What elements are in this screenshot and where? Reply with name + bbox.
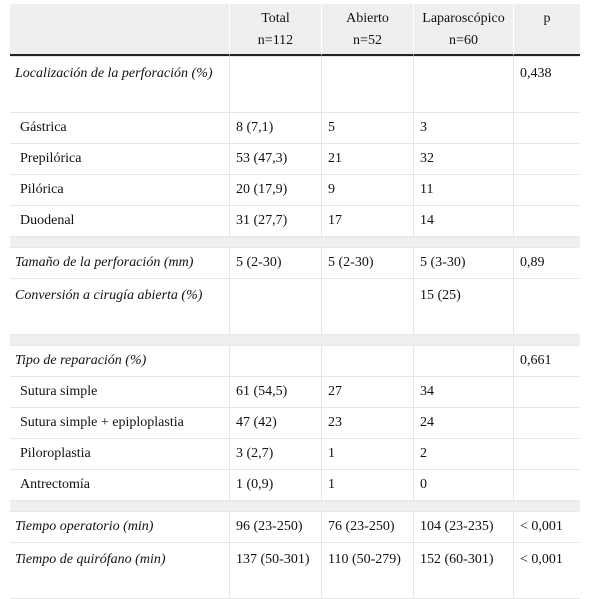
- section-spacer: [10, 500, 580, 511]
- row-label: Duodenal: [10, 205, 229, 236]
- cell-total: 20 (17,9): [229, 174, 321, 205]
- table-row: [10, 143, 580, 174]
- table-body: [10, 56, 580, 599]
- cell-laparoscopico: 104 (23-235): [413, 511, 513, 542]
- table-row: [10, 174, 580, 205]
- table-row: [10, 278, 580, 334]
- table-row: [10, 247, 580, 278]
- cell-abierto: 1: [321, 438, 413, 469]
- header-lap-label: Laparoscópico: [422, 11, 505, 26]
- cell-laparoscopico: 3: [413, 112, 513, 143]
- cell-p: [513, 112, 580, 143]
- cell-laparoscopico: [413, 345, 513, 376]
- row-label: Piloroplastia: [10, 438, 229, 469]
- cell-total: 96 (23-250): [229, 511, 321, 542]
- cell-laparoscopico: 152 (60-301): [413, 542, 513, 599]
- cell-p: [513, 407, 580, 438]
- cell-abierto: 76 (23-250): [321, 511, 413, 542]
- cell-total: [229, 278, 321, 334]
- cell-laparoscopico: 2: [413, 438, 513, 469]
- table-row: [10, 205, 580, 236]
- cell-p: < 0,001: [513, 542, 580, 599]
- header-row: [10, 4, 580, 56]
- header-abierto: [321, 4, 413, 56]
- cell-laparoscopico: 14: [413, 205, 513, 236]
- cell-abierto: 5 (2-30): [321, 247, 413, 278]
- row-label: Pilórica: [10, 174, 229, 205]
- results-table: [10, 4, 580, 599]
- row-label: Conversión a cirugía abierta (%): [10, 278, 229, 334]
- row-label: Antrectomía: [10, 469, 229, 500]
- row-label: Tamaño de la perforación (mm): [10, 247, 229, 278]
- table-row: [10, 407, 580, 438]
- cell-p: 0,89: [513, 247, 580, 278]
- cell-total: 61 (54,5): [229, 376, 321, 407]
- cell-total: [229, 56, 321, 112]
- cell-laparoscopico: 0: [413, 469, 513, 500]
- table-row: [10, 469, 580, 500]
- cell-total: 47 (42): [229, 407, 321, 438]
- cell-abierto: 23: [321, 407, 413, 438]
- cell-laparoscopico: [413, 56, 513, 112]
- cell-laparoscopico: 15 (25): [413, 278, 513, 334]
- cell-total: 3 (2,7): [229, 438, 321, 469]
- cell-abierto: 110 (50-279): [321, 542, 413, 599]
- header-abierto-label: Abierto: [346, 11, 389, 26]
- row-label: Gástrica: [10, 112, 229, 143]
- cell-total: [229, 345, 321, 376]
- table-row: [10, 56, 580, 112]
- header-laparoscopico: [413, 4, 513, 56]
- row-label: Localización de la perforación (%): [10, 56, 229, 112]
- cell-total: 8 (7,1): [229, 112, 321, 143]
- cell-p: [513, 438, 580, 469]
- section-spacer: [10, 236, 580, 247]
- cell-laparoscopico: 11: [413, 174, 513, 205]
- cell-abierto: [321, 56, 413, 112]
- cell-abierto: 21: [321, 143, 413, 174]
- cell-abierto: 5: [321, 112, 413, 143]
- cell-p: [513, 205, 580, 236]
- section-spacer: [10, 334, 580, 345]
- header-p: [513, 4, 580, 56]
- cell-abierto: [321, 345, 413, 376]
- cell-p: [513, 143, 580, 174]
- cell-abierto: 17: [321, 205, 413, 236]
- cell-laparoscopico: 32: [413, 143, 513, 174]
- row-label: Prepilórica: [10, 143, 229, 174]
- cell-total: 31 (27,7): [229, 205, 321, 236]
- cell-laparoscopico: 24: [413, 407, 513, 438]
- cell-p: < 0,001: [513, 511, 580, 542]
- table-row: [10, 438, 580, 469]
- cell-p: [513, 376, 580, 407]
- row-label: Sutura simple + epiploplastia: [10, 407, 229, 438]
- row-label: Tiempo de quirófano (min): [10, 542, 229, 599]
- header-lap-n: n=60: [449, 33, 478, 48]
- table-row: [10, 542, 580, 599]
- cell-laparoscopico: 34: [413, 376, 513, 407]
- cell-total: 5 (2-30): [229, 247, 321, 278]
- cell-abierto: 1: [321, 469, 413, 500]
- cell-p: [513, 278, 580, 334]
- cell-abierto: 27: [321, 376, 413, 407]
- cell-abierto: 9: [321, 174, 413, 205]
- header-total-n: n=112: [257, 33, 294, 48]
- row-label: Sutura simple: [10, 376, 229, 407]
- row-label: Tiempo operatorio (min): [10, 511, 229, 542]
- cell-p: 0,661: [513, 345, 580, 376]
- cell-total: 53 (47,3): [229, 143, 321, 174]
- table-row: [10, 345, 580, 376]
- cell-p: [513, 469, 580, 500]
- header-empty: [10, 4, 229, 56]
- cell-abierto: [321, 278, 413, 334]
- cell-total: 1 (0,9): [229, 469, 321, 500]
- cell-total: 137 (50-301): [229, 542, 321, 599]
- table-header: [10, 4, 580, 56]
- table-row: [10, 376, 580, 407]
- cell-laparoscopico: 5 (3-30): [413, 247, 513, 278]
- cell-p: [513, 174, 580, 205]
- header-total-label: Total: [261, 11, 290, 26]
- table-row: [10, 511, 580, 542]
- header-abierto-n: n=52: [353, 33, 382, 48]
- header-total: [229, 4, 321, 56]
- cell-p: 0,438: [513, 56, 580, 112]
- header-p-label: p: [543, 11, 551, 26]
- table-row: [10, 112, 580, 143]
- row-label: Tipo de reparación (%): [10, 345, 229, 376]
